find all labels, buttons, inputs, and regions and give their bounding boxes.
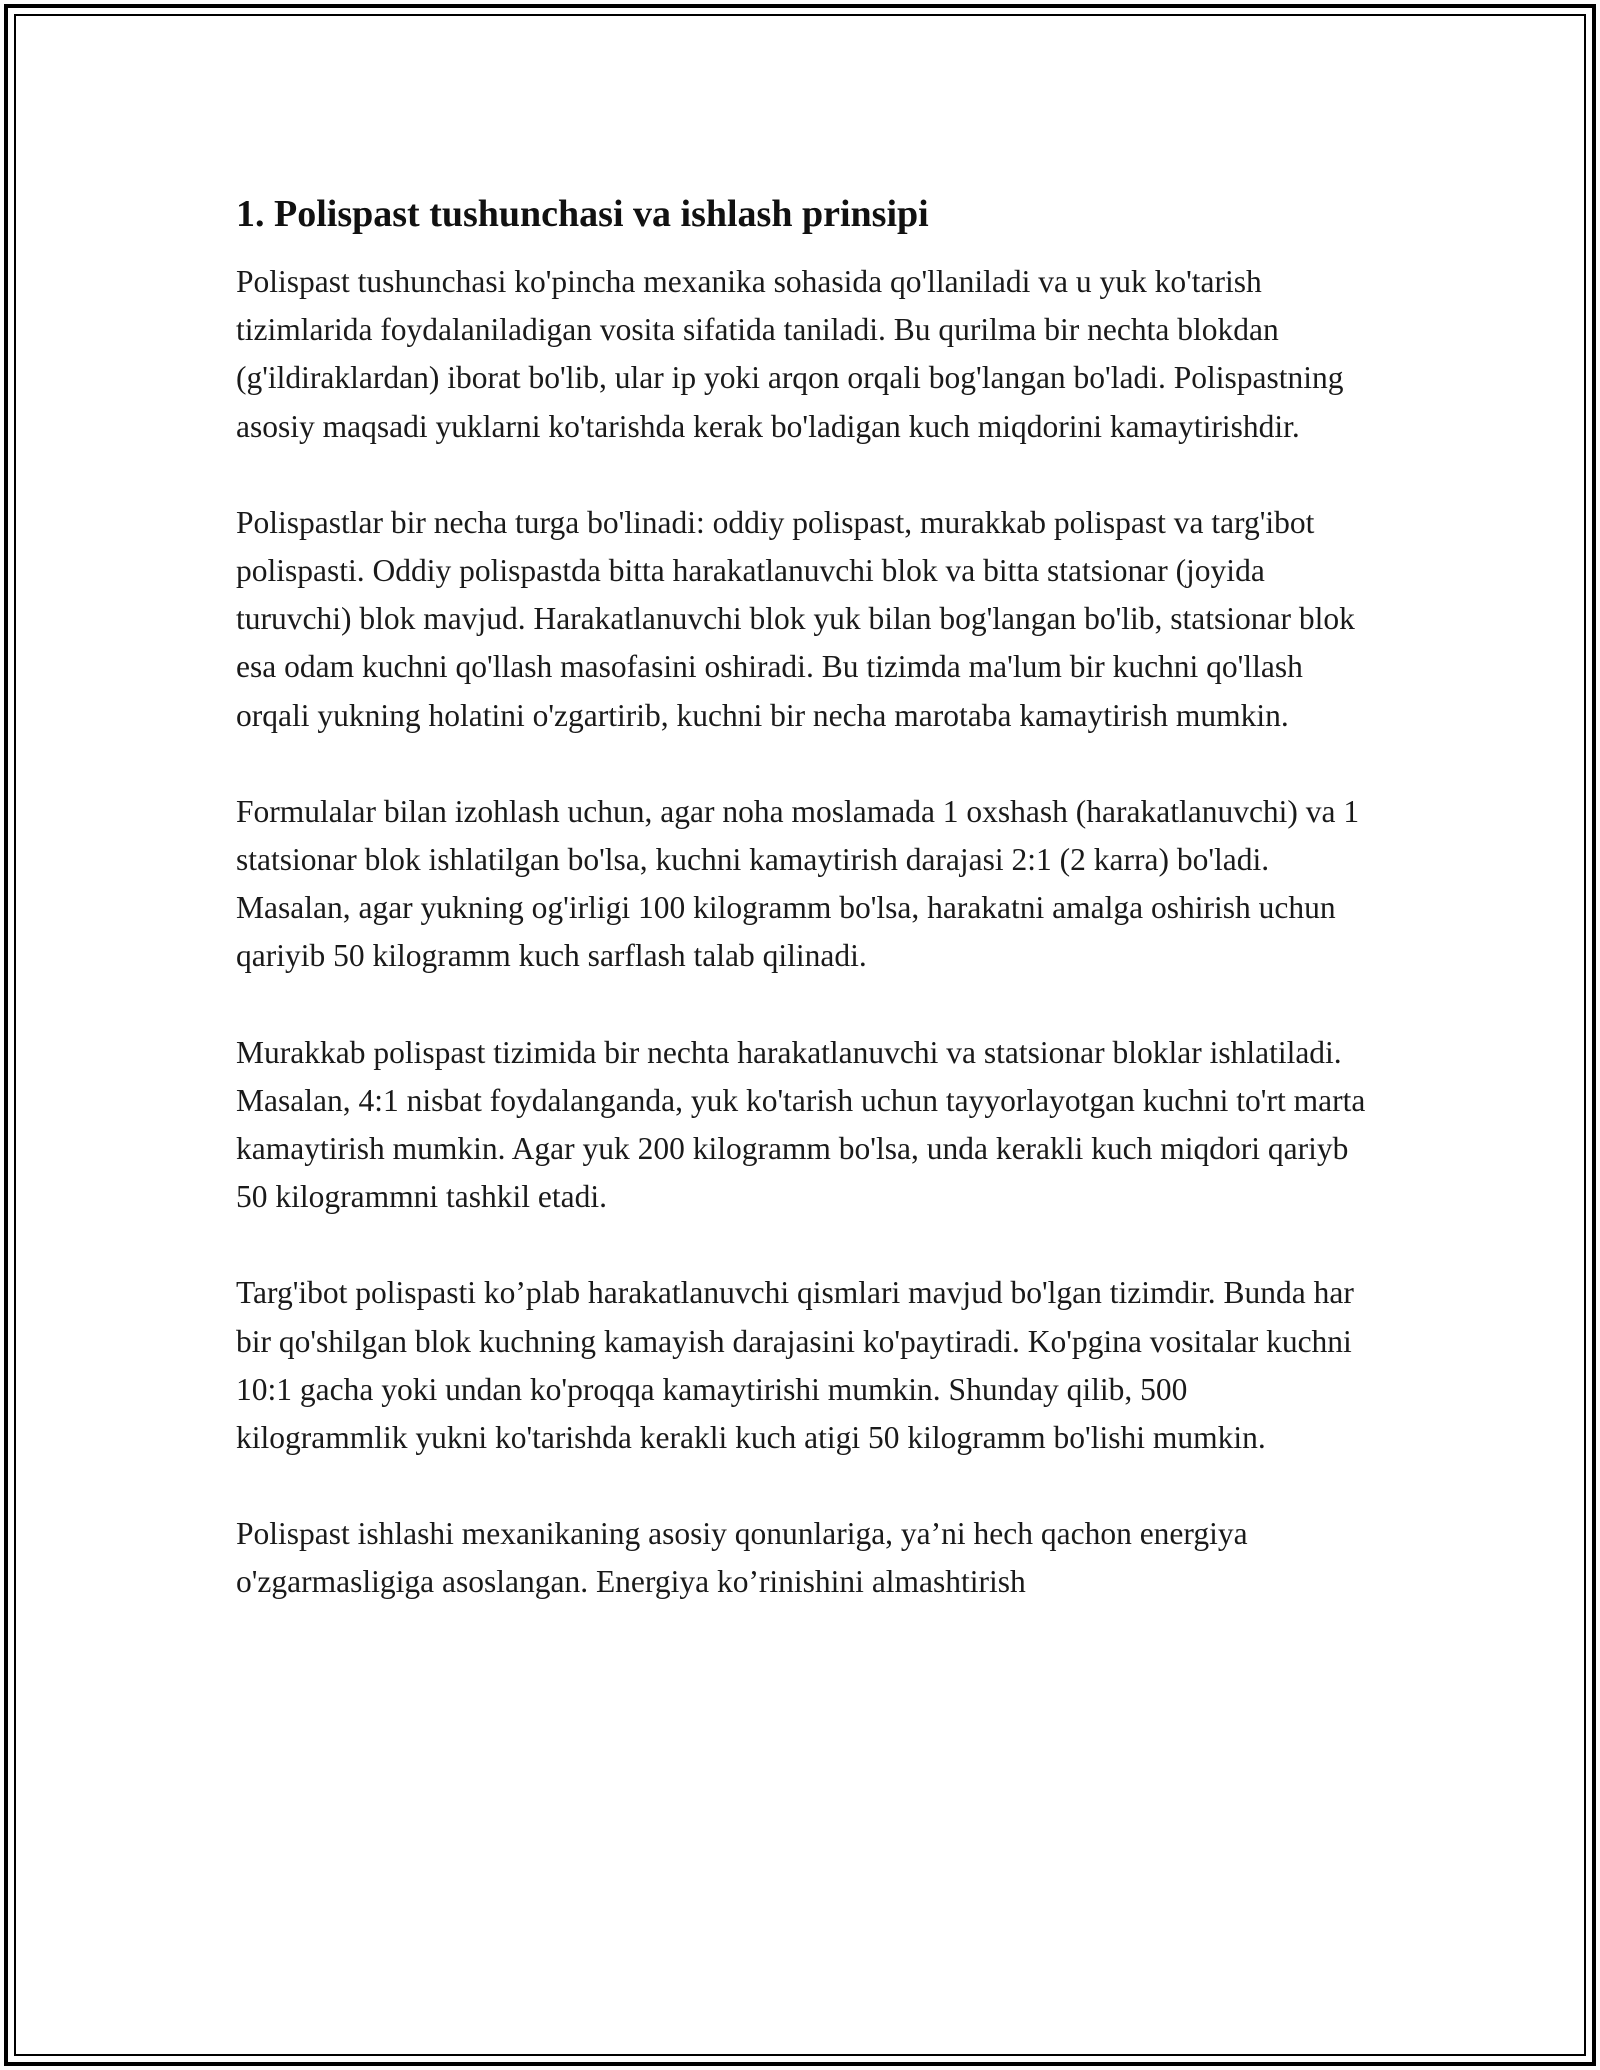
paragraph-1: Polispast tushunchasi ko'pincha mexanika sohasida qo'llaniladi va u yuk ko'tarish tizimlarida foydalaniladigan vosita sifatida taniladi. Bu qurilma bir nechta blokdan (g'ildiraklardan) iborat bo'lib, ular ip yoki arqon orqali bog'langan bo'ladi. Polispastning asosiy maqsadi yuklarni ko'tarishda kerak bo'ladigan kuch miqdorini kamaytirishdir. [236,264,1344,444]
paragraph-5: Targ'ibot polispasti ko’plab harakatlanuvchi qismlari mavjud bo'lgan tizimdir. Bunda har bir qo'shilgan blok kuchning kamayish darajasini ko'paytiradi. Ko'pgina vositalar kuchni 10:1 gacha yoki undan ko'proqqa kamaytirishi mumkin. Shunday qilib, 500 kilogrammlik yukni ko'tarishda kerakli kuch atigi 50 kilogramm bo'lishi mumkin. [236,1275,1354,1456]
section-heading: 1. Polispast tushunchasi va ishlash prinsipi [236,193,929,235]
document-body [236,190,1366,1655]
paragraph-6: Polispast ishlashi mexanikaning asosiy qonunlariga, ya’ni hech qachon energiya o'zgarmasligiga asoslangan. Energiya ko’rinishini almashtirish [236,1516,1248,1600]
paragraph-3: Formulalar bilan izohlash uchun, agar noha moslamada 1 oxshash (harakatlanuvchi) va 1 statsionar blok ishlatilgan bo'lsa, kuchni kamaytirish darajasi 2:1 (2 karra) bo'ladi. Masalan, agar yukning og'irligi 100 kilogramm bo'lsa, harakatni amalga oshirish uchun qariyib 50 kilogramm kuch sarflash talab qilinadi. [236,793,1360,974]
paragraph-2: Polispastlar bir necha turga bo'linadi: oddiy polispast, murakkab polispast va targ'ibot polispasti. Oddiy polispastda bitta harakatlanuvchi blok va bitta statsionar (joyida turuvchi) blok mavjud. Harakatlanuvchi blok yuk bilan bog'langan bo'lib, statsionar blok esa odam kuchni qo'llash masofasini oshiradi. Bu tizimda ma'lum bir kuchni qo'llash orqali yukning holatini o'zgartirib, kuchni bir necha marotaba kamaytirish mumkin. [236,504,1355,733]
paragraph-4: Murakkab polispast tizimida bir nechta harakatlanuvchi va statsionar bloklar ishlatiladi. Masalan, 4:1 nisbat foydalanganda, yuk ko'tarish uchun tayyorlayotgan kuchni to'rt marta kamaytirish mumkin. Agar yuk 200 kilogramm bo'lsa, unda kerakli kuch miqdori qariyb 50 kilogrammni tashkil etadi. [236,1034,1366,1215]
